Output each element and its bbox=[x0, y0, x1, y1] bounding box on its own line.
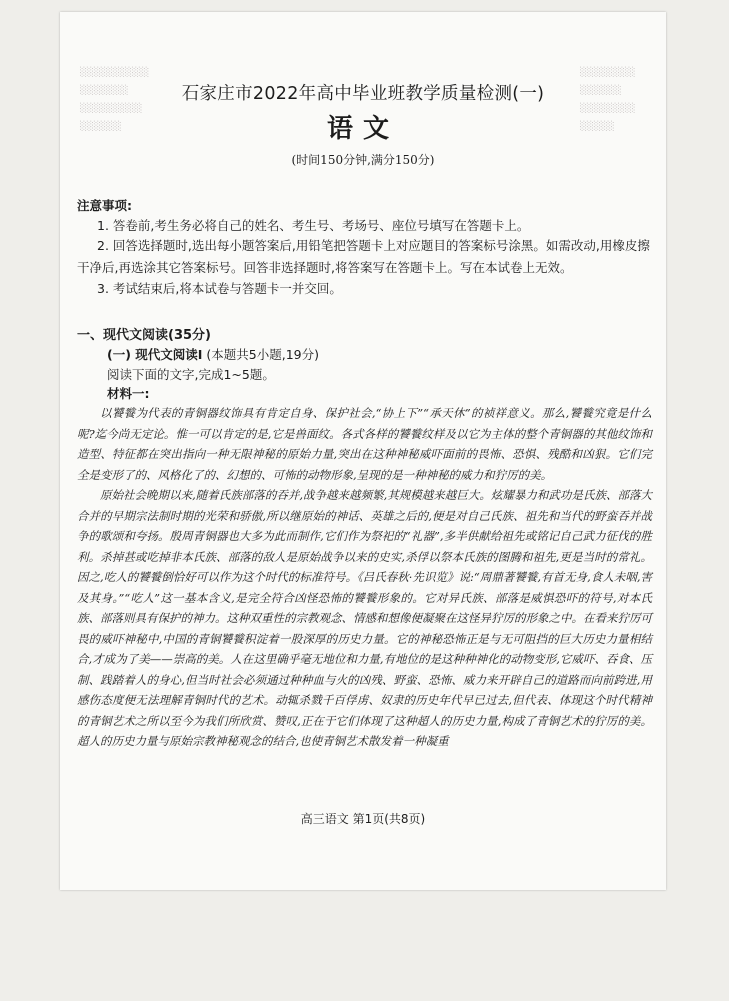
show-through-right: ░░░░░░░░ ░░░░░░ ░░░░░░░░ ░░░░░ bbox=[580, 68, 636, 132]
notice-item-3: 3. 考试结束后,将本试卷与答题卡一并交回。 bbox=[97, 281, 342, 296]
passage-text bbox=[77, 403, 652, 752]
subsection-detail: (本题共5小题,19分) bbox=[206, 347, 320, 362]
passage-paragraph-2: 原始社会晚期以来,随着氏族部落的吞并,战争越来越频繁,其规模越来越巨大。炫耀暴力和武功是氏族、部落大合并的早期宗法制时期的光荣和骄傲,所以继原始的神话、英雄之后的,便是对自己氏族、祖先和当代的野蛮吞并战争的歌颂和夸扬。殷周青铜器也大多为此而制作,它们作为祭祀的“礼器”,多半供献给祖先或铭记自己武力征伐的胜利。杀掉甚或吃掉非本氏族、部落的敌人是原始战争以来的史实,杀俘以祭本氏族的图腾和祖先,更是当时的常礼。因之,吃人的饕餮倒恰好可以作为这个时代的标准符号。《吕氏春秋·先识览》说:“周鼎著饕餮,有首无身,食人未咽,害及其身。”“吃人”这一基本含义,是完全符合凶怪恐怖的饕餮形象的。它对异氏族、部落是威惧恐吓的符号,对本氏族、部落则具有保护的神力。这种双重性的宗教观念、情感和想像便凝聚在这怪异狞厉的形象之中。在看来狞厉可畏的威吓神秘中,中国的青铜饕餮积淀着一股深厚的历史力量。它的神秘恐怖正是与无可阻挡的巨大历史力量相结合,才成为了美——崇高的美。人在这里确乎毫无地位和力量,有地位的是这种种神化的动物变形,它威吓、吞食、压制、践踏着人的身心,但当时社会必须通过种种血与火的凶残、野蛮、恐怖、威力来开辟自己的道路而向前跨进,用感伤态度便无法理解青铜时代的艺术。动辄杀戮千百俘虏、奴隶的历史年代早已过去,但代表、体现这个时代精神的青铜艺术之所以至今为我们所欣赏、赞叹,正在于它们体现了这种超人的历史力量,构成了青铜艺术的狞厉的美。超人的历史力量与原始宗教神秘观念的结合,也使青铜艺术散发着一种凝重 bbox=[77, 488, 652, 748]
notice-item-2: 2. 回答选择题时,选出每小题答案后,用铅笔把答题卡上对应题目的答案标号涂黑。如需改动,用橡皮擦干净后,再选涂其它答案标号。回答非选择题时,将答案写在答题卡上。写在本试卷上无效。 bbox=[77, 238, 650, 275]
passage-paragraph-1: 以饕餮为代表的青铜器纹饰具有肯定自身、保护社会,“协上下”“承天休”的祯祥意义。那么,饕餮究竟是什么呢?迄今尚无定论。惟一可以肯定的是,它是兽面纹。各式各样的饕餮纹样及以它为主体的整个青铜器的其他纹饰和造型、特征都在突出指向一种无限神秘的原始力量,突出在这种神秘威吓面前的畏怖、恐惧、残酷和凶狠。它们完全是变形了的、风格化了的、幻想的、可怖的动物形象,呈现的是一种神秘的威力和狞厉的美。 bbox=[77, 406, 652, 482]
notice-heading: 注意事项: bbox=[77, 198, 132, 213]
subsection-label: (一) 现代文阅读Ⅰ bbox=[107, 347, 203, 362]
reading-instruction: 阅读下面的文字,完成1~5题。 bbox=[107, 367, 275, 382]
section-heading: 一、现代文阅读(35分) bbox=[77, 328, 211, 343]
exam-title: 石家庄市2022年高中毕业班教学质量检测(一) bbox=[181, 84, 545, 104]
subject-title: 语文 bbox=[326, 114, 399, 144]
notice-item-1: 1. 答卷前,考生务必将自己的姓名、考生号、考场号、座位号填写在答题卡上。 bbox=[97, 218, 530, 233]
page-footer: 高三语文 第1页(共8页) bbox=[300, 812, 426, 826]
subsection-heading bbox=[107, 345, 682, 363]
material-label: 材料一: bbox=[107, 386, 150, 401]
show-through-left: ░░░░░░░░░░ ░░░░░░░ ░░░░░░░░░ ░░░░░░ bbox=[80, 68, 150, 132]
exam-time-info: (时间150分钟,满分150分) bbox=[291, 153, 435, 167]
exam-page bbox=[60, 12, 666, 890]
